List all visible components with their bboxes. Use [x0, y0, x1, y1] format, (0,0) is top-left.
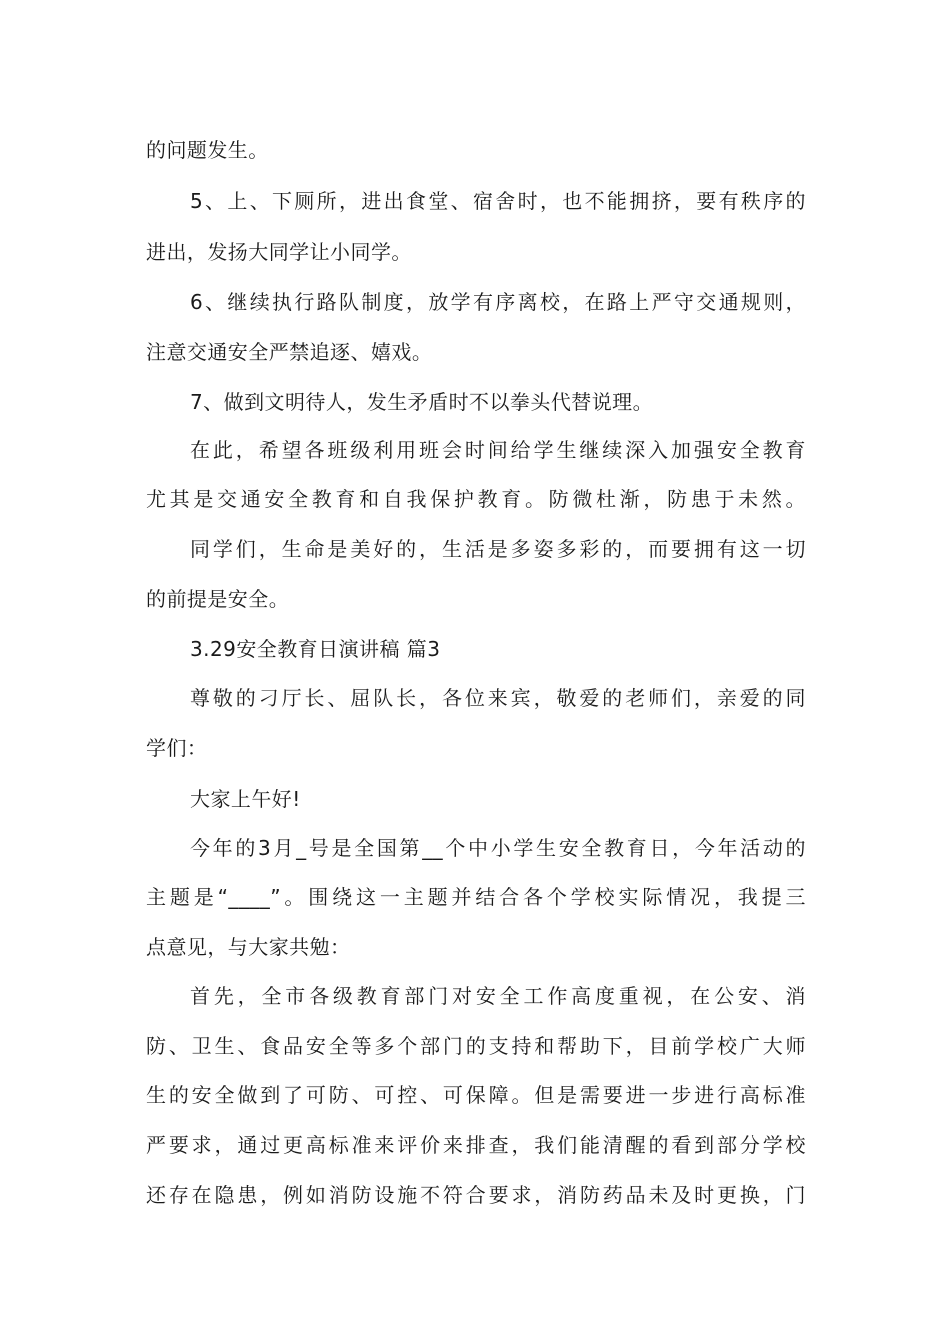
text-line: 同学们，生命是美好的，生活是多姿多彩的，而要拥有这一切	[190, 537, 806, 561]
text-line: 还存在隐患，例如消防设施不符合要求，消防药品未及时更换，门	[146, 1183, 806, 1207]
text-line: 6、继续执行路队制度，放学有序离校，在路上严守交通规则，	[190, 290, 806, 314]
text-line: 大家上午好!	[190, 787, 301, 811]
text-line: 学们：	[146, 736, 208, 760]
text-line: 防、卫生、食品安全等多个部门的支持和帮助下，目前学校广大师	[146, 1034, 806, 1058]
text-line: 点意见，与大家共勉：	[146, 935, 351, 959]
text-line: 的问题发生。	[146, 138, 269, 162]
text-line: 尊敬的刁厅长、屈队长，各位来宾，敬爱的老师们，亲爱的同	[190, 686, 806, 710]
text-line: 首先，全市各级教育部门对安全工作高度重视，在公安、消	[190, 984, 806, 1008]
text-line: 严要求，通过更高标准来评价来排查，我们能清醒的看到部分学校	[146, 1133, 806, 1157]
text-line: 5、上、下厕所，进出食堂、宿舍时，也不能拥挤，要有秩序的	[190, 189, 806, 213]
text-line: 的前提是安全。	[146, 587, 290, 611]
text-line: 7、做到文明待人，发生矛盾时不以拳头代替说理。	[190, 390, 654, 414]
section-heading: 3.29安全教育日演讲稿 篇3	[190, 637, 441, 661]
text-line: 生的安全做到了可防、可控、可保障。但是需要进一步进行高标准	[146, 1083, 806, 1107]
text-line: 尤其是交通安全教育和自我保护教育。防微杜渐，防患于未然。	[146, 487, 806, 511]
text-line: 进出，发扬大同学让小同学。	[146, 240, 412, 264]
text-line: 在此，希望各班级利用班会时间给学生继续深入加强安全教育	[190, 438, 806, 462]
text-line: 注意交通安全严禁追逐、嬉戏。	[146, 340, 433, 364]
text-line: 今年的3月_号是全国第__个中小学生安全教育日，今年活动的	[190, 836, 806, 860]
text-line: 主题是“____”。围绕这一主题并结合各个学校实际情况，我提三	[146, 885, 806, 909]
